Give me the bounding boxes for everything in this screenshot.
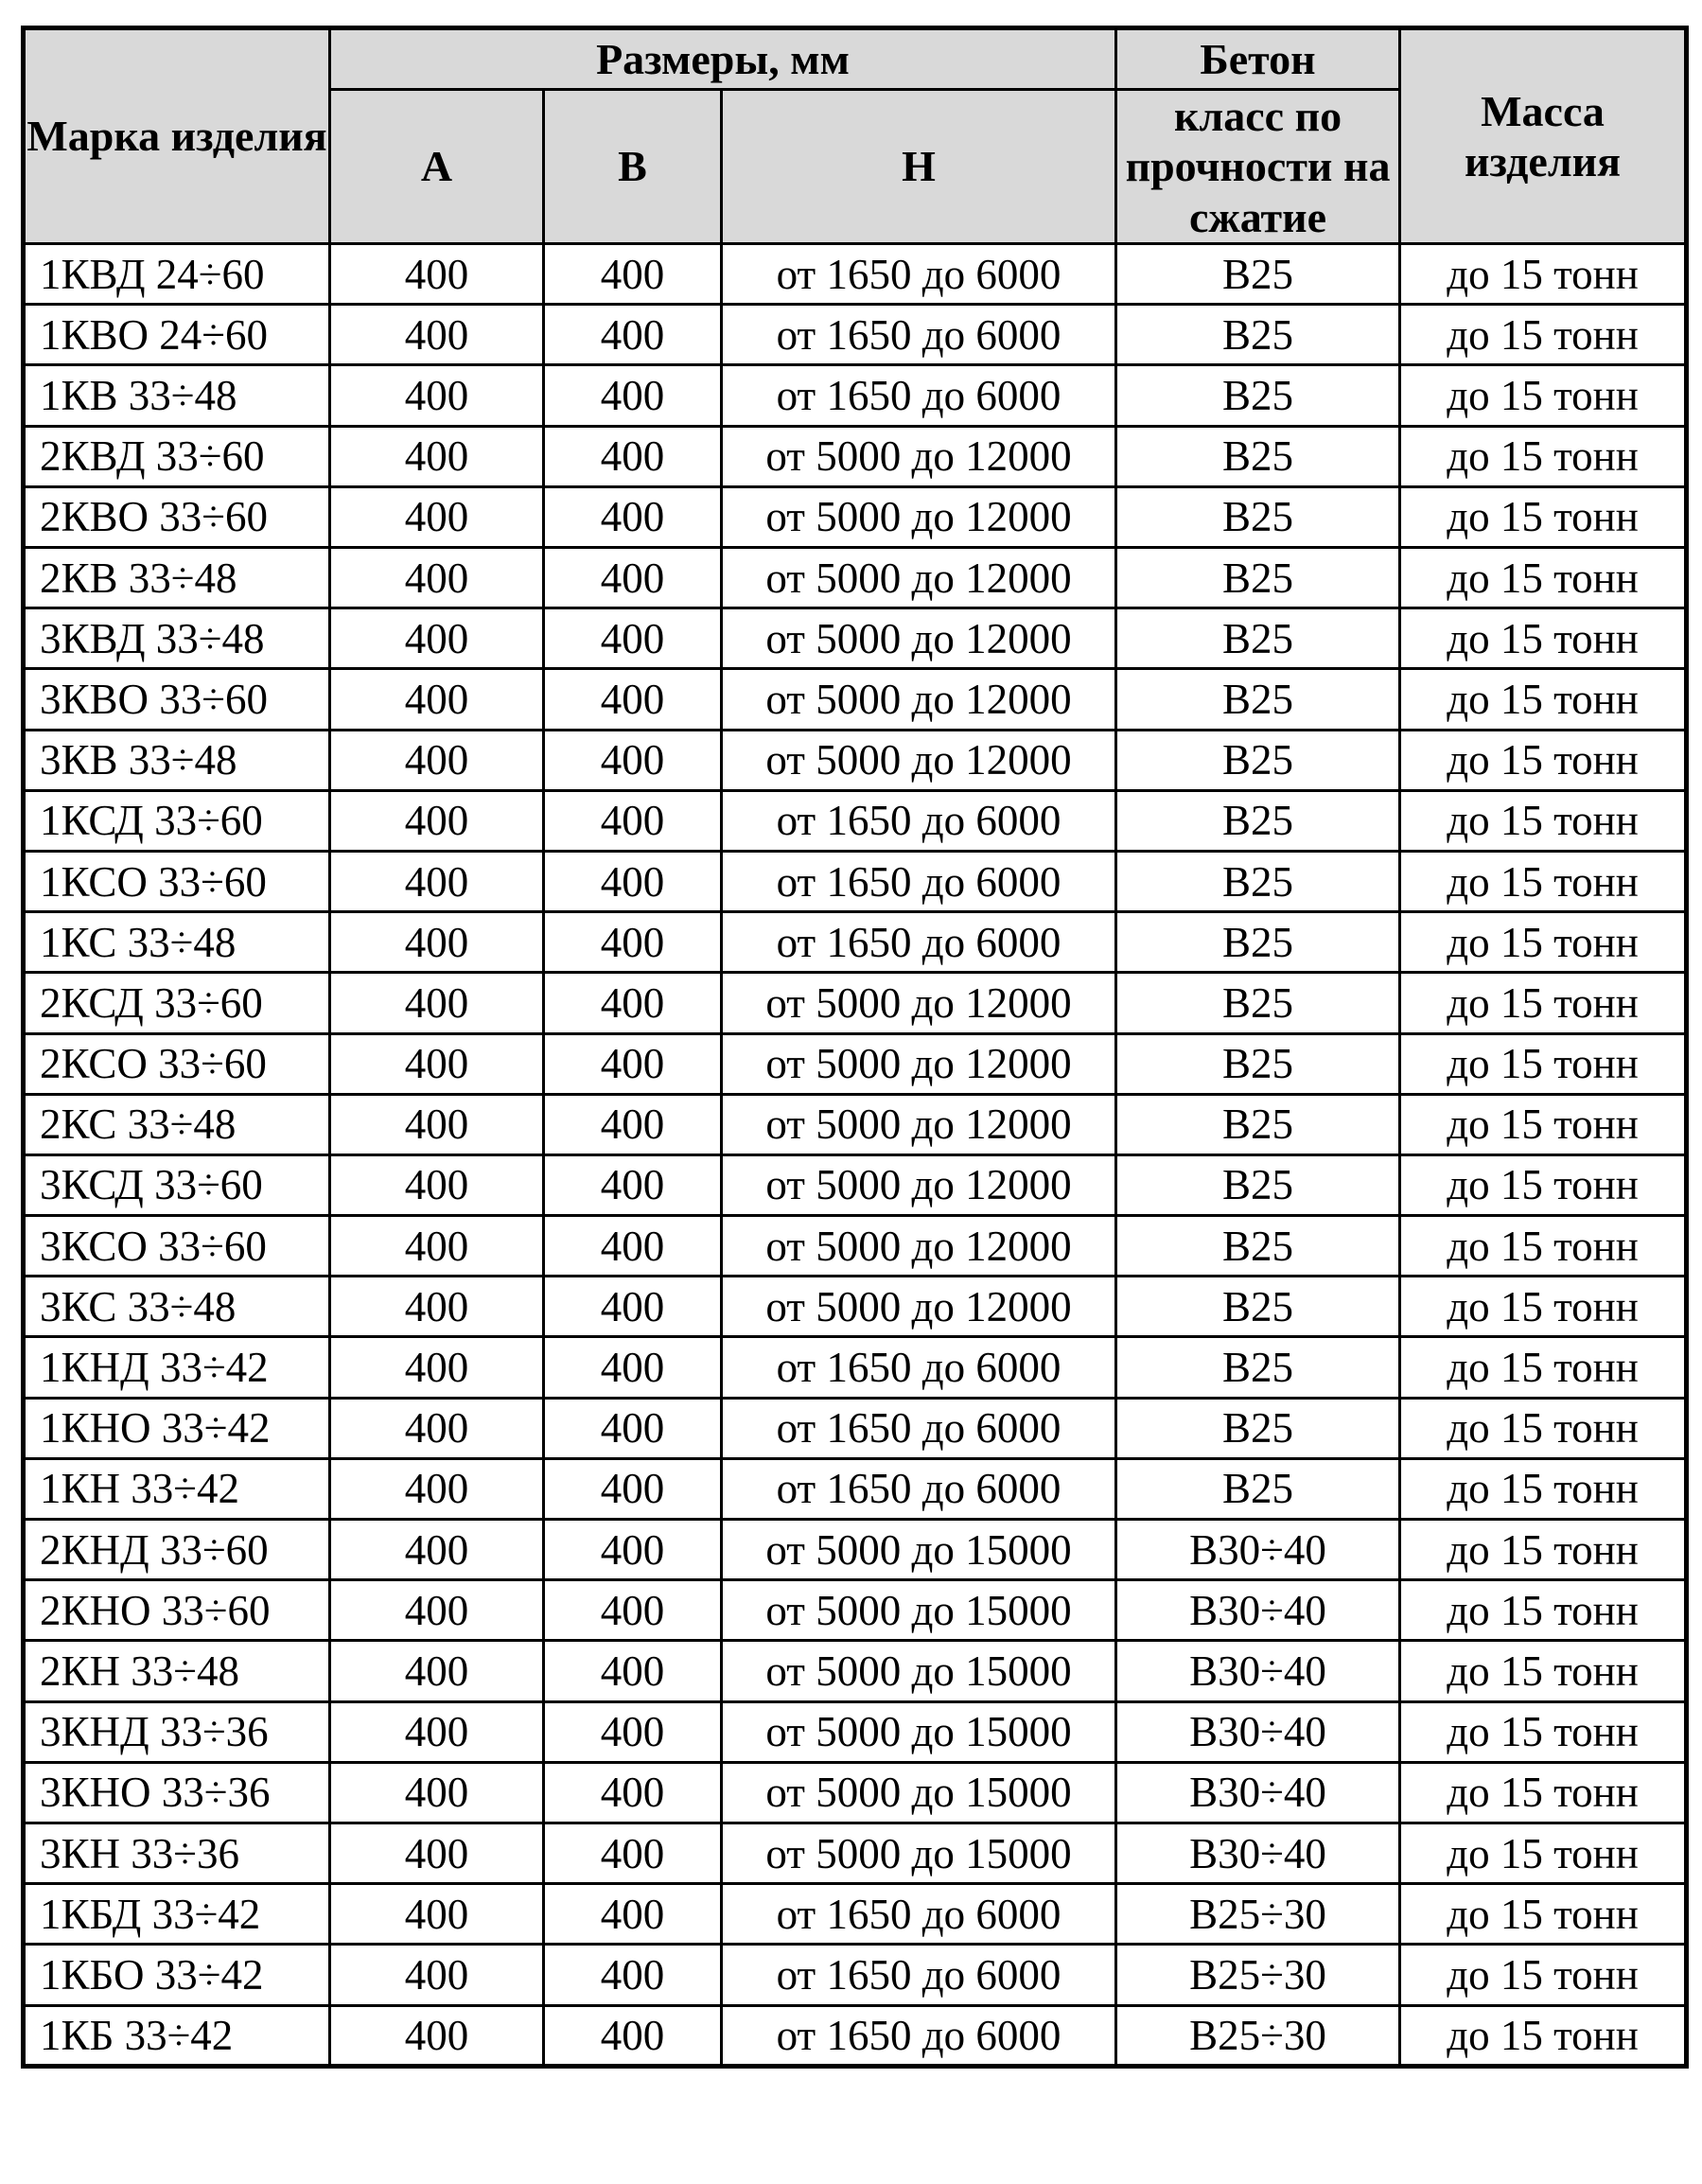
cell-mark: 1КСО 33÷60 <box>24 851 330 911</box>
header-row-top <box>24 28 1687 90</box>
cell-mass: до 15 тонн <box>1400 1762 1687 1823</box>
cell-dim-a: 400 <box>330 1945 544 2005</box>
cell-dim-a: 400 <box>330 608 544 669</box>
table-body <box>24 244 1687 2067</box>
cell-dim-b: 400 <box>544 1641 722 1701</box>
table-row <box>24 1823 1687 1883</box>
cell-dim-b: 400 <box>544 486 722 547</box>
cell-mark: 1КСД 33÷60 <box>24 790 330 851</box>
cell-concrete: В25 <box>1116 365 1400 426</box>
cell-dim-a: 400 <box>330 426 544 486</box>
cell-mark: 2КНО 33÷60 <box>24 1580 330 1641</box>
header-dim-h: Н <box>722 90 1116 244</box>
cell-concrete: В25÷30 <box>1116 1884 1400 1945</box>
cell-dim-a: 400 <box>330 1216 544 1277</box>
table-row <box>24 973 1687 1033</box>
cell-dim-h: от 5000 до 15000 <box>722 1580 1116 1641</box>
cell-dim-b: 400 <box>544 790 722 851</box>
table-row <box>24 1216 1687 1277</box>
table-row <box>24 486 1687 547</box>
cell-dim-b: 400 <box>544 730 722 790</box>
cell-mass: до 15 тонн <box>1400 912 1687 973</box>
cell-dim-b: 400 <box>544 1945 722 2005</box>
cell-dim-b: 400 <box>544 244 722 305</box>
cell-concrete: В30÷40 <box>1116 1823 1400 1883</box>
cell-dim-b: 400 <box>544 669 722 730</box>
cell-mark: 1КБО 33÷42 <box>24 1945 330 2005</box>
cell-dim-h: от 1650 до 6000 <box>722 365 1116 426</box>
cell-dim-b: 400 <box>544 851 722 911</box>
table-row <box>24 1701 1687 1762</box>
cell-mass: до 15 тонн <box>1400 244 1687 305</box>
products-table <box>21 26 1689 2069</box>
cell-dim-a: 400 <box>330 1580 544 1641</box>
cell-concrete: В25 <box>1116 548 1400 608</box>
cell-concrete: В25 <box>1116 1398 1400 1458</box>
cell-mass: до 15 тонн <box>1400 1520 1687 1580</box>
cell-concrete: В25 <box>1116 1277 1400 1337</box>
cell-concrete: В25 <box>1116 790 1400 851</box>
cell-dim-a: 400 <box>330 1094 544 1154</box>
cell-concrete: В25÷30 <box>1116 1945 1400 2005</box>
cell-dim-b: 400 <box>544 1762 722 1823</box>
header-dim-b: В <box>544 90 722 244</box>
cell-mark: 1КНО 33÷42 <box>24 1398 330 1458</box>
cell-dim-a: 400 <box>330 1277 544 1337</box>
cell-concrete: В25 <box>1116 1154 1400 1215</box>
cell-dim-a: 400 <box>330 486 544 547</box>
cell-mark: 2КС 33÷48 <box>24 1094 330 1154</box>
cell-dim-b: 400 <box>544 1216 722 1277</box>
table-row <box>24 912 1687 973</box>
table-row <box>24 305 1687 365</box>
cell-dim-b: 400 <box>544 305 722 365</box>
cell-dim-a: 400 <box>330 1641 544 1701</box>
cell-mass: до 15 тонн <box>1400 1337 1687 1398</box>
table-row <box>24 608 1687 669</box>
cell-dim-b: 400 <box>544 1520 722 1580</box>
cell-mass: до 15 тонн <box>1400 1884 1687 1945</box>
cell-mass: до 15 тонн <box>1400 1277 1687 1337</box>
table-row <box>24 1337 1687 1398</box>
cell-dim-h: от 5000 до 15000 <box>722 1701 1116 1762</box>
cell-concrete: В30÷40 <box>1116 1520 1400 1580</box>
cell-concrete: В25 <box>1116 669 1400 730</box>
cell-dim-a: 400 <box>330 548 544 608</box>
cell-dim-b: 400 <box>544 1033 722 1094</box>
cell-mass: до 15 тонн <box>1400 1398 1687 1458</box>
cell-dim-a: 400 <box>330 1520 544 1580</box>
cell-concrete: В30÷40 <box>1116 1762 1400 1823</box>
table-row <box>24 1398 1687 1458</box>
cell-mark: 1КС 33÷48 <box>24 912 330 973</box>
cell-dim-a: 400 <box>330 2005 544 2066</box>
cell-concrete: В25 <box>1116 1094 1400 1154</box>
cell-mark: 3КНО 33÷36 <box>24 1762 330 1823</box>
cell-dim-h: от 1650 до 6000 <box>722 244 1116 305</box>
header-mark: Марка изделия <box>24 28 330 244</box>
cell-dim-h: от 1650 до 6000 <box>722 1337 1116 1398</box>
cell-mass: до 15 тонн <box>1400 365 1687 426</box>
cell-dim-a: 400 <box>330 1884 544 1945</box>
cell-dim-a: 400 <box>330 1701 544 1762</box>
cell-mark: 3КВО 33÷60 <box>24 669 330 730</box>
cell-mass: до 15 тонн <box>1400 1033 1687 1094</box>
table-row <box>24 1154 1687 1215</box>
cell-dim-h: от 5000 до 12000 <box>722 486 1116 547</box>
cell-concrete: В25 <box>1116 244 1400 305</box>
cell-mass: до 15 тонн <box>1400 1216 1687 1277</box>
cell-dim-h: от 5000 до 12000 <box>722 548 1116 608</box>
cell-dim-b: 400 <box>544 1458 722 1519</box>
cell-mass: до 15 тонн <box>1400 486 1687 547</box>
cell-mark: 2КН 33÷48 <box>24 1641 330 1701</box>
table-row <box>24 1277 1687 1337</box>
cell-dim-a: 400 <box>330 244 544 305</box>
cell-mass: до 15 тонн <box>1400 1094 1687 1154</box>
cell-dim-a: 400 <box>330 730 544 790</box>
cell-mark: 1КН 33÷42 <box>24 1458 330 1519</box>
cell-mark: 3КВД 33÷48 <box>24 608 330 669</box>
cell-concrete: В30÷40 <box>1116 1701 1400 1762</box>
cell-mark: 2КВД 33÷60 <box>24 426 330 486</box>
cell-concrete: В25 <box>1116 851 1400 911</box>
cell-mark: 3КНД 33÷36 <box>24 1701 330 1762</box>
cell-mass: до 15 тонн <box>1400 1458 1687 1519</box>
cell-dim-b: 400 <box>544 1277 722 1337</box>
table-row <box>24 1033 1687 1094</box>
table-row <box>24 730 1687 790</box>
table-row <box>24 1884 1687 1945</box>
cell-mass: до 15 тонн <box>1400 1823 1687 1883</box>
cell-mass: до 15 тонн <box>1400 1154 1687 1215</box>
cell-concrete: В25 <box>1116 426 1400 486</box>
cell-mark: 2КСО 33÷60 <box>24 1033 330 1094</box>
cell-mass: до 15 тонн <box>1400 426 1687 486</box>
cell-dim-h: от 1650 до 6000 <box>722 1398 1116 1458</box>
cell-dim-a: 400 <box>330 1154 544 1215</box>
cell-dim-h: от 5000 до 12000 <box>722 1216 1116 1277</box>
table-row <box>24 1641 1687 1701</box>
cell-dim-h: от 1650 до 6000 <box>722 912 1116 973</box>
header-concrete-class: класс по прочности на сжатие <box>1116 90 1400 244</box>
table-row <box>24 426 1687 486</box>
cell-dim-b: 400 <box>544 2005 722 2066</box>
cell-dim-h: от 5000 до 15000 <box>722 1823 1116 1883</box>
cell-mark: 1КВО 24÷60 <box>24 305 330 365</box>
cell-dim-h: от 5000 до 12000 <box>722 1154 1116 1215</box>
cell-mass: до 15 тонн <box>1400 548 1687 608</box>
cell-mass: до 15 тонн <box>1400 305 1687 365</box>
table-row <box>24 790 1687 851</box>
cell-dim-a: 400 <box>330 1823 544 1883</box>
cell-mark: 3КН 33÷36 <box>24 1823 330 1883</box>
cell-mark: 3КСО 33÷60 <box>24 1216 330 1277</box>
cell-mass: до 15 тонн <box>1400 669 1687 730</box>
cell-dim-h: от 1650 до 6000 <box>722 1458 1116 1519</box>
cell-dim-a: 400 <box>330 1033 544 1094</box>
cell-dim-h: от 5000 до 12000 <box>722 426 1116 486</box>
cell-dim-b: 400 <box>544 426 722 486</box>
cell-mark: 2КВО 33÷60 <box>24 486 330 547</box>
cell-concrete: В30÷40 <box>1116 1580 1400 1641</box>
cell-dim-h: от 5000 до 12000 <box>722 1277 1116 1337</box>
table-row <box>24 1094 1687 1154</box>
cell-dim-h: от 1650 до 6000 <box>722 305 1116 365</box>
cell-dim-a: 400 <box>330 1458 544 1519</box>
cell-concrete: В30÷40 <box>1116 1641 1400 1701</box>
cell-dim-b: 400 <box>544 608 722 669</box>
cell-dim-h: от 5000 до 15000 <box>722 1520 1116 1580</box>
cell-dim-b: 400 <box>544 1094 722 1154</box>
cell-concrete: В25 <box>1116 730 1400 790</box>
cell-dim-b: 400 <box>544 1823 722 1883</box>
cell-mark: 3КСД 33÷60 <box>24 1154 330 1215</box>
cell-concrete: В25 <box>1116 1458 1400 1519</box>
cell-dim-a: 400 <box>330 790 544 851</box>
cell-dim-a: 400 <box>330 912 544 973</box>
cell-dim-b: 400 <box>544 1337 722 1398</box>
cell-mark: 1КНД 33÷42 <box>24 1337 330 1398</box>
cell-dim-a: 400 <box>330 1398 544 1458</box>
table-row <box>24 1762 1687 1823</box>
cell-mass: до 15 тонн <box>1400 2005 1687 2066</box>
cell-dim-b: 400 <box>544 1701 722 1762</box>
header-mass: Масса изделия <box>1400 28 1687 244</box>
cell-dim-b: 400 <box>544 548 722 608</box>
cell-mark: 1КБ 33÷42 <box>24 2005 330 2066</box>
table-row <box>24 548 1687 608</box>
cell-dim-h: от 5000 до 12000 <box>722 1094 1116 1154</box>
cell-dim-h: от 5000 до 15000 <box>722 1762 1116 1823</box>
cell-mass: до 15 тонн <box>1400 1701 1687 1762</box>
cell-dim-a: 400 <box>330 1762 544 1823</box>
cell-concrete: В25÷30 <box>1116 2005 1400 2066</box>
header-dim-a: А <box>330 90 544 244</box>
table-row <box>24 851 1687 911</box>
cell-dim-a: 400 <box>330 973 544 1033</box>
cell-dim-h: от 1650 до 6000 <box>722 1945 1116 2005</box>
cell-dim-b: 400 <box>544 1884 722 1945</box>
cell-dim-b: 400 <box>544 912 722 973</box>
table-header <box>24 28 1687 244</box>
header-concrete: Бетон <box>1116 28 1400 90</box>
cell-dim-h: от 5000 до 12000 <box>722 608 1116 669</box>
cell-concrete: В25 <box>1116 1216 1400 1277</box>
cell-mark: 1КВ 33÷48 <box>24 365 330 426</box>
cell-mark: 2КСД 33÷60 <box>24 973 330 1033</box>
table-row <box>24 1458 1687 1519</box>
table-row <box>24 669 1687 730</box>
cell-mark: 3КС 33÷48 <box>24 1277 330 1337</box>
cell-dim-b: 400 <box>544 1398 722 1458</box>
cell-dim-b: 400 <box>544 1154 722 1215</box>
cell-dim-h: от 1650 до 6000 <box>722 851 1116 911</box>
cell-mark: 1КБД 33÷42 <box>24 1884 330 1945</box>
table-row <box>24 365 1687 426</box>
cell-dim-h: от 5000 до 12000 <box>722 730 1116 790</box>
cell-concrete: В25 <box>1116 305 1400 365</box>
cell-dim-b: 400 <box>544 973 722 1033</box>
cell-dim-h: от 1650 до 6000 <box>722 790 1116 851</box>
cell-dim-h: от 5000 до 12000 <box>722 973 1116 1033</box>
cell-mark: 1КВД 24÷60 <box>24 244 330 305</box>
cell-concrete: В25 <box>1116 912 1400 973</box>
cell-dim-h: от 5000 до 12000 <box>722 1033 1116 1094</box>
cell-concrete: В25 <box>1116 608 1400 669</box>
cell-mass: до 15 тонн <box>1400 730 1687 790</box>
cell-mark: 2КНД 33÷60 <box>24 1520 330 1580</box>
cell-dim-h: от 1650 до 6000 <box>722 2005 1116 2066</box>
cell-mark: 2КВ 33÷48 <box>24 548 330 608</box>
table-row <box>24 1520 1687 1580</box>
cell-mass: до 15 тонн <box>1400 1945 1687 2005</box>
cell-dim-a: 400 <box>330 1337 544 1398</box>
cell-mass: до 15 тонн <box>1400 790 1687 851</box>
cell-concrete: В25 <box>1116 486 1400 547</box>
header-dimensions: Размеры, мм <box>330 28 1116 90</box>
table-row <box>24 1580 1687 1641</box>
cell-dim-a: 400 <box>330 851 544 911</box>
cell-dim-h: от 5000 до 12000 <box>722 669 1116 730</box>
cell-concrete: В25 <box>1116 1337 1400 1398</box>
cell-dim-a: 400 <box>330 365 544 426</box>
cell-mass: до 15 тонн <box>1400 608 1687 669</box>
cell-dim-b: 400 <box>544 365 722 426</box>
table-row <box>24 2005 1687 2066</box>
table-row <box>24 1945 1687 2005</box>
cell-mass: до 15 тонн <box>1400 851 1687 911</box>
cell-dim-h: от 5000 до 15000 <box>722 1641 1116 1701</box>
cell-concrete: В25 <box>1116 973 1400 1033</box>
cell-mass: до 15 тонн <box>1400 1580 1687 1641</box>
cell-dim-h: от 1650 до 6000 <box>722 1884 1116 1945</box>
cell-dim-a: 400 <box>330 305 544 365</box>
cell-dim-a: 400 <box>330 669 544 730</box>
cell-dim-b: 400 <box>544 1580 722 1641</box>
table-row <box>24 244 1687 305</box>
cell-concrete: В25 <box>1116 1033 1400 1094</box>
cell-mass: до 15 тонн <box>1400 973 1687 1033</box>
cell-mark: 3КВ 33÷48 <box>24 730 330 790</box>
cell-mass: до 15 тонн <box>1400 1641 1687 1701</box>
